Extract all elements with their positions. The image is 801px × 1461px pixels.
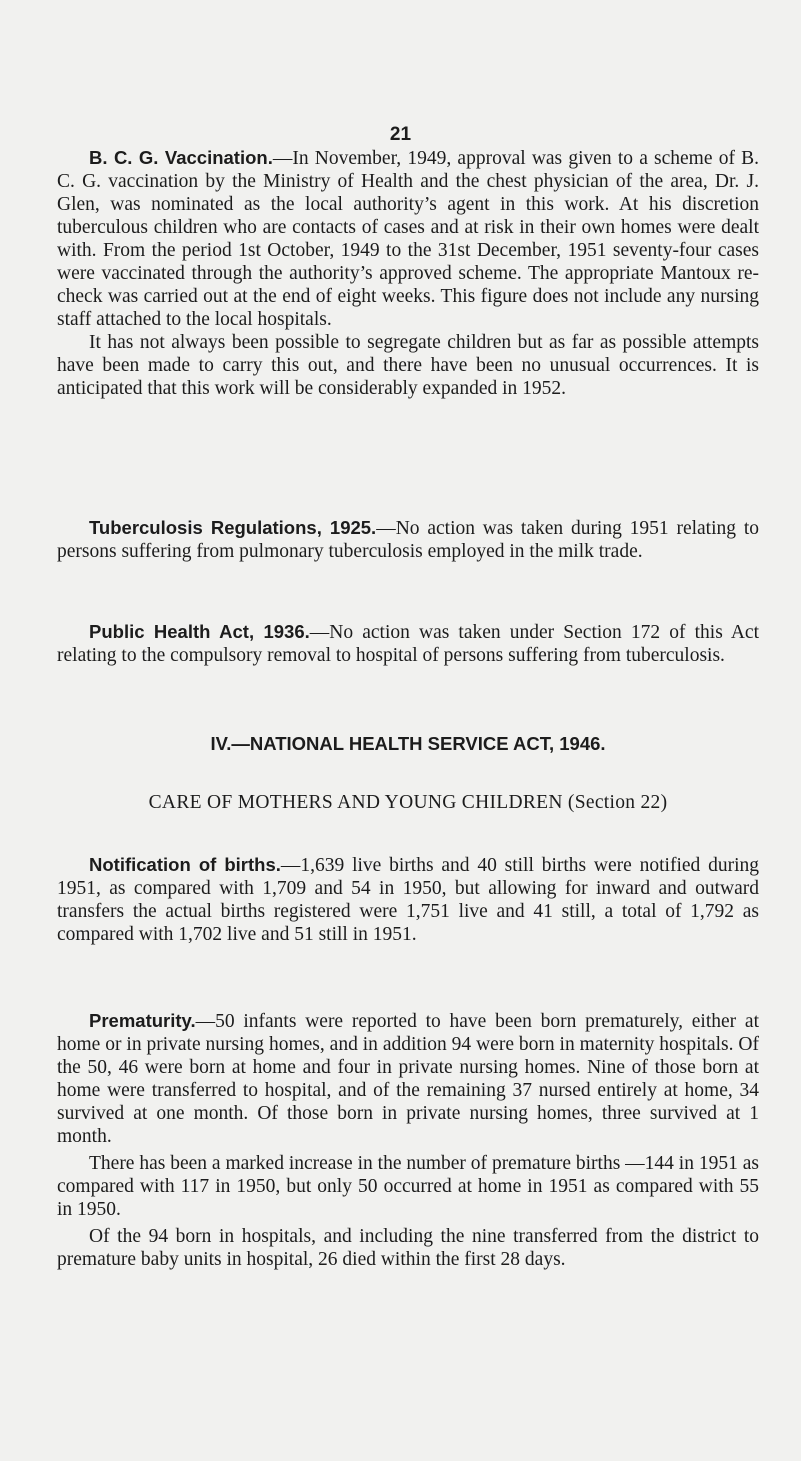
public-health-section (57, 620, 759, 667)
bcg-heading: B. C. G. Vaccination. (89, 147, 273, 168)
prematurity-heading: Prematurity. (89, 1010, 196, 1031)
tb-regulations-heading: Tuberculosis Regulations, 1925. (89, 517, 377, 538)
bcg-section (57, 146, 759, 400)
prematurity-paragraph-2: There has been a marked increase in the number of premature births —144 in 1951 as compared with 117 in 1950, but only 50 occurred at home in 1951 as compared with 55 in 1950. (57, 1153, 759, 1220)
notification-section (57, 853, 759, 946)
prematurity-section (57, 1009, 759, 1271)
tb-regulations-paragraph (57, 516, 759, 563)
prematurity-body: —50 infants were reported to have been born prematurely, either at home or in private nursing homes, and in addition 94 were born in maternity hospitals. Of the 50, 46 were born at home and four in private nursing homes. Nine of those born at home were transferred to hospital, and of the remaining 37 nursed entirely at home, 34 survived at one month. Of those born in private nursing homes, three survived at 1 month. (57, 1011, 759, 1147)
notification-paragraph (57, 853, 759, 946)
tb-regulations-section (57, 516, 759, 563)
public-health-heading: Public Health Act, 1936. (89, 621, 310, 642)
prematurity-paragraph-3: Of the 94 born in hospitals, and including the nine transferred from the district to premature baby units in hospital, 26 died within the first 28 days. (57, 1226, 759, 1270)
bcg-paragraph-2: It has not always been possible to segregate children but as far as possible attempts have been made to carry this out, and there have been no unusual occurrences. It is anticipated that this work will be considerably expanded in 1952. (57, 332, 759, 399)
public-health-paragraph (57, 620, 759, 667)
public-health-body: —No action was taken under Section 172 of this Act relating to the compulsory removal to hospital of persons suffering from tuberculosis. (57, 622, 759, 666)
bcg-body: —In November, 1949, approval was given to a scheme of B. C. G. vaccination by the Ministry of Health and the chest physician of the area, Dr. J. Glen, was nominated as the local authority’s agent in this work. At his discretion tuberculous children who are contacts of cases and at risk in their own homes were dealt with. From the period 1st October, 1949 to the 31st December, 1951 seventy-four cases were vaccinated through the authority’s approved scheme. The appropriate Mantoux re-check was carried out at the end of eight weeks. This figure does not include any nursing staff attached to the local hospitals. (57, 148, 760, 330)
tb-regulations-body: —No action was taken during 1951 relating to persons suffering from pulmonary tuberculosis employed in the milk trade. (57, 518, 759, 562)
section-subtitle: CARE OF MOTHERS AND YOUNG CHILDREN (Section 22) (148, 792, 668, 813)
bcg-paragraph (57, 146, 759, 331)
notification-body: —1,639 live births and 40 still births were notified during 1951, as compared with 1,709 and 54 in 1950, but allowing for inward and outward transfers the actual births registered were 1,751 live and 41 still, a total of 1,792 as compared with 1,702 live and 51 still in 1951. (57, 855, 759, 945)
page-number: 21 (389, 124, 412, 145)
prematurity-paragraph (57, 1009, 759, 1148)
section-title: IV.—NATIONAL HEALTH SERVICE ACT, 1946. (210, 733, 606, 754)
notification-heading: Notification of births. (89, 854, 281, 875)
